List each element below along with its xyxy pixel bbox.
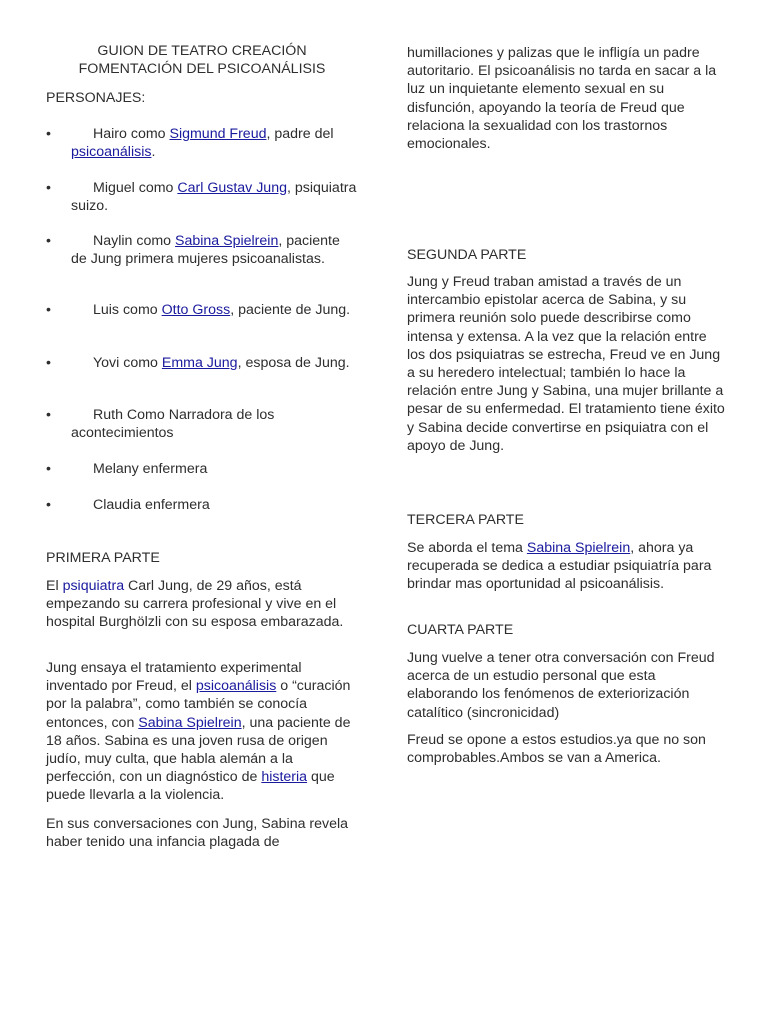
segunda-parte-heading: SEGUNDA PARTE bbox=[407, 247, 527, 263]
link-carl-gustav-jung[interactable]: Carl Gustav Jung bbox=[177, 180, 287, 196]
bullet-marker: • bbox=[46, 180, 51, 196]
bullet-marker: • bbox=[46, 233, 51, 249]
bullet-marker: • bbox=[46, 302, 51, 318]
link-sabina-spielrein[interactable]: Sabina Spielrein bbox=[175, 233, 279, 249]
link-emma-jung[interactable]: Emma Jung bbox=[161, 355, 238, 371]
title-line-1: GUION DE TEATRO CREACIÓN bbox=[97, 43, 307, 59]
personajes-heading: PERSONAJES: bbox=[46, 90, 146, 106]
link-psicoanalisis[interactable]: psicoanálisis bbox=[195, 678, 277, 695]
primera-parte-paragraph-2: Jung ensaya el tratamiento experimental inventado por Freud, el psicoanálisis o “curación por la palabra”, como también se conocía entonces, con Sabina Spielrein, una paciente de 18 años. Sabina es una joven rusa de origen judío, muy culta, que habla alemán a la perfección, con un diagnóstico de histeria que puede llevarla a la violencia. bbox=[46, 660, 351, 804]
link-histeria[interactable]: histeria bbox=[261, 769, 308, 786]
cuarta-parte-paragraph-1: Jung vuelve a tener otra conversación con Freud acerca de un estudio personal que esta elaborando los fenómenos de exteriorización catalítico (sincronicidad) bbox=[407, 650, 715, 721]
link-sabina-spielrein[interactable]: Sabina Spielrein bbox=[526, 540, 631, 556]
segunda-parte-paragraph: Jung y Freud traban amistad a través de un intercambio epistolar acerca de Sabina, y su primera reunión solo puede describirse como intensa y extensa. A la vez que la relación entre los dos psiquiatras se estrecha, Freud ve en Jung a su heredero intelectual; también lo hace la relación entre Jung y Sabina, una mujer brillante a pesar de su enfermedad. El tratamiento tiene éxito y Sabina decide convertirse en psiquiatra con el apoyo de Jung. bbox=[407, 274, 725, 454]
tercera-parte-paragraph: Se aborda el tema Sabina Spielrein, ahora ya recuperada se dedica a estudiar psiquiatría para brindar mas oportunidad al psicoanálisis. bbox=[407, 540, 712, 593]
cuarta-parte-heading: CUARTA PARTE bbox=[407, 622, 514, 638]
title-line-2: FOMENTACIÓN DEL PSICOANÁLISIS bbox=[78, 61, 326, 78]
keyword-psiquiatra: psiquiatra bbox=[62, 578, 125, 594]
bullet-marker: • bbox=[46, 497, 51, 513]
bullet-marker: • bbox=[46, 126, 51, 142]
bullet-marker: • bbox=[46, 355, 51, 371]
bullet-marker: • bbox=[46, 461, 51, 477]
link-sigmund-freud[interactable]: Sigmund Freud bbox=[169, 126, 267, 142]
primera-parte-paragraph-3-continued: humillaciones y palizas que le infligía un padre autoritario. El psicoanálisis no tarda en sacar a la luz un inquietante elemento sexual en su disfunción, apoyando la teoría de Freud que relaciona la sexualidad con los trastornos emocionales. bbox=[407, 45, 717, 153]
right-column bbox=[407, 0, 725, 1024]
tercera-parte-heading: TERCERA PARTE bbox=[407, 512, 524, 528]
document-title bbox=[46, 42, 358, 78]
primera-parte-paragraph-1: El psiquiatra Carl Jung, de 29 años, está empezando su carrera profesional y vive en el hospital Burghölzli con su esposa embarazada. bbox=[46, 578, 344, 631]
link-otto-gross[interactable]: Otto Gross bbox=[161, 302, 231, 318]
link-psicoanalisis[interactable]: psicoanálisis bbox=[71, 144, 152, 161]
bullet-marker: • bbox=[46, 407, 51, 423]
primera-parte-paragraph-3: En sus conversaciones con Jung, Sabina revela haber tenido una infancia plagada de bbox=[46, 816, 349, 851]
link-sabina-spielrein[interactable]: Sabina Spielrein bbox=[138, 714, 242, 731]
primera-parte-heading: PRIMERA PARTE bbox=[46, 550, 160, 566]
left-column: GUION DE TEATRO CREACIÓN FOMENTACIÓN DEL PSICOANÁLISIS PERSONAJES: • Hairo como Sigmund Freud, padre del psicoanálisis. • Miguel como Carl Gustav Jung, psiquiatra suizo. • Naylin como Sabina Spielrein, paciente de Jung primera mujeres psicoanalistas. • Luis como Otto Gross, paciente de Jung. • Yovi como Emma Jung, esposa de Jung. • Ruth Como Narradora de los acontecimientos • Melany enfermera • Claudia enfermera PRIMERA PARTE El psiquiatra Carl Jung, de 29 años, está empezando su carrera profesional y vive en el hospital Burghölzli con su esposa embarazada. Jung ensaya el tratamiento experimental inventado por Freud, el psicoanálisis o “curación por la palabra”, como también se conocía entonces, con Sabina Spielrein, una paciente de 18 años. Sabina es una joven rusa de origen judío, muy culta, que habla alemán a la perfección, con un diagnóstico de histeria que puede llevarla a la violencia. En sus conversaciones con Jung, Sabina revela haber tenido una infancia plagada de bbox=[46, 43, 357, 851]
cuarta-parte-paragraph-2: Freud se opone a estos estudios.ya que no son comprobables.Ambos se van a America. bbox=[407, 732, 706, 767]
